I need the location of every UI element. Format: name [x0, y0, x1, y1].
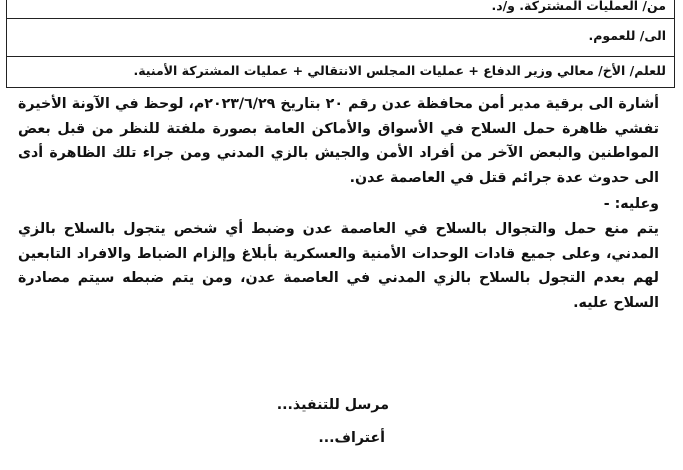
document-body [18, 92, 659, 315]
sent-for-execution: مرسل للتنفيذ... [276, 397, 389, 413]
from-line: من/ العمليات المشتركة. و/د. [491, 0, 666, 13]
cc-line: للعلم/ الأخ/ معالي وزير الدفاع + عمليات المجلس الانتقالي + عمليات المشتركة الأمنية. [133, 63, 666, 78]
header-cc-row [7, 57, 674, 88]
body-paragraph-2: يتم منع حمل والتجوال بالسلاح في العاصمة عدن وضبط أي شخص يتجول بالسلاح بالزي المدني، وعلى جميع قادات الوحدات الأمنية والعسكرية بأبلاغ وإلزام الضباط والافراد التابعين لهم بعدم التجول بالسلاح بالزي المدني في العاصمة عدن، ومن يتم ضبطه سيتم مصادرة السلاح عليه. [18, 220, 659, 311]
body-paragraph-1: أشارة الى برقية مدير أمن محافظة عدن رقم ٢٠ بتاريخ ٢٠٢٣/٦/٢٩م، لوحظ في الآونة الأخيرة تفشي ظاهرة حمل السلاح في الأسواق والأماكن العامة بصورة ملفتة للنظر من قبل بعض المواطنين والبعض الآخر من أفراد الأمن والجيش بالزي المدني ومن جراء تلك الظاهرة أدى الى حدوث عدة جرائم قتل في العاصمة عدن. [18, 96, 660, 186]
acknowledgment: أعتراف... [318, 430, 385, 446]
header-table [6, 0, 675, 88]
and-accordingly-line: وعليه: - [603, 196, 659, 213]
to-line: الى/ للعموم. [588, 28, 666, 43]
header-from-row [7, 0, 674, 19]
header-to-row [7, 19, 674, 57]
